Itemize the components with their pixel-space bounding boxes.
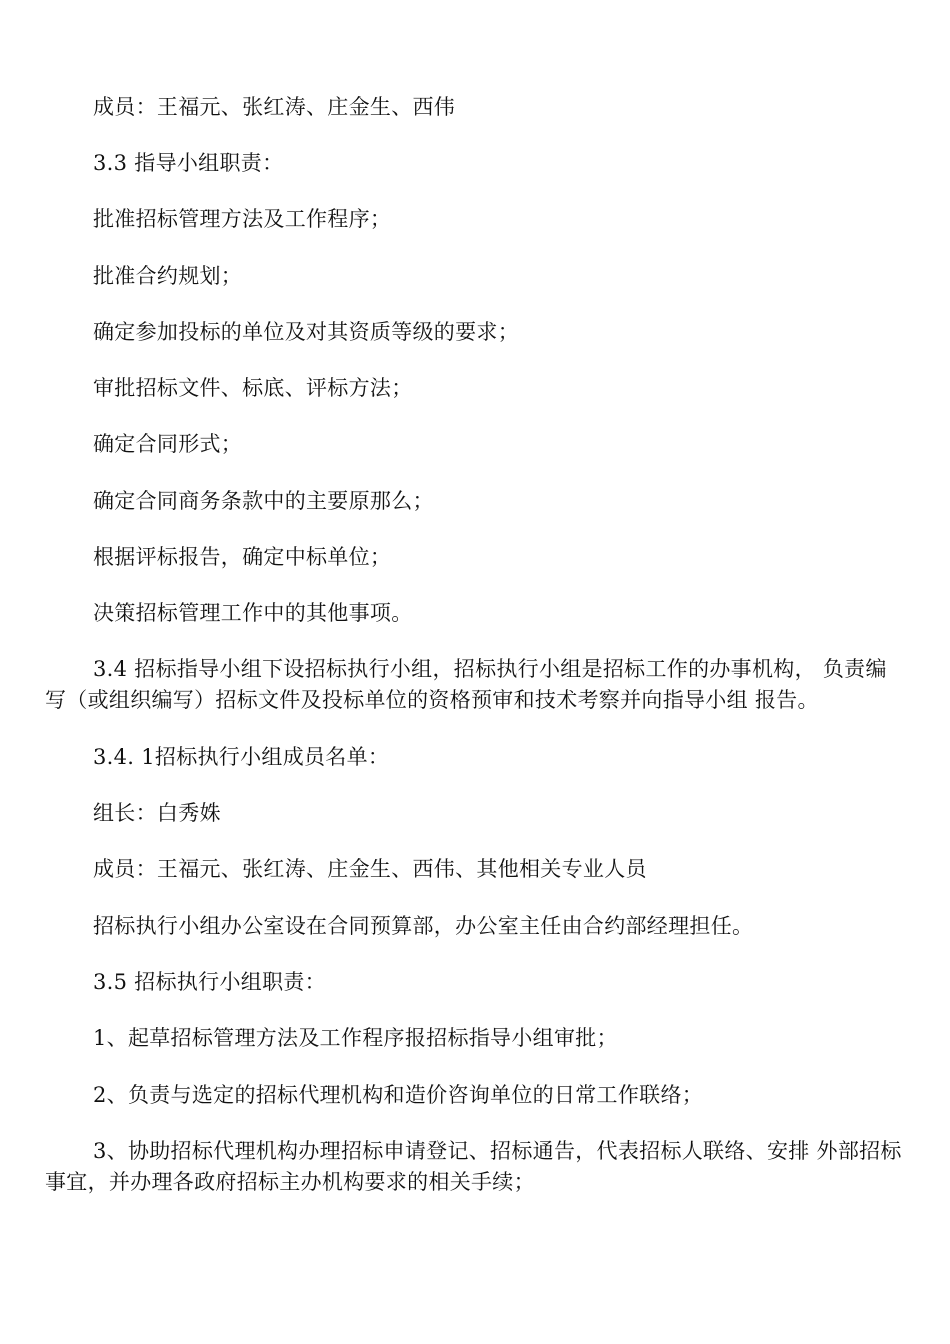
duty-item-1: 1、起草招标管理方法及工作程序报招标指导小组审批； [93, 1026, 618, 1050]
section-3-3-heading: 3.3 指导小组职责： [93, 151, 284, 175]
duty-item-3: 3、协助招标代理机构办理招标申请登记、招标通告，代表招标人联络、安排 外部招标事宜，并办理各政府招标主办机构要求的相关手续； [45, 1139, 902, 1194]
leader-line: 组长：白秀姝 [93, 801, 221, 825]
duty-approve-plan: 批准合约规划； [93, 264, 243, 288]
members-line-2: 成员：王福元、张红涛、庄金生、西伟、其他相关专业人员 [93, 857, 647, 881]
duty-contract-terms: 确定合同商务条款中的主要原那么； [93, 489, 434, 513]
duty-item-2: 2、负责与选定的招标代理机构和造价咨询单位的日常工作联络； [93, 1083, 704, 1107]
members-line-1: 成员：王福元、张红涛、庄金生、西伟 [93, 95, 456, 119]
duty-winning-bidder: 根据评标报告，确定中标单位； [93, 545, 392, 569]
section-3-5-heading: 3.5 招标执行小组职责： [93, 970, 326, 994]
office-line: 招标执行小组办公室设在合同预算部，办公室主任由合约部经理担任。 [93, 914, 754, 938]
duty-review-documents: 审批招标文件、标底、评标方法； [93, 376, 413, 400]
duty-approve-methods: 批准招标管理方法及工作程序； [93, 207, 392, 231]
section-3-4-paragraph: 3.4 招标指导小组下设招标执行小组，招标执行小组是招标工作的办事机构， 负责编写（或组织编写）招标文件及投标单位的资格预审和技术考察并向指导小组 报告。 [45, 657, 887, 712]
duty-determine-bidders: 确定参加投标的单位及对其资质等级的要求； [93, 320, 519, 344]
duty-contract-form: 确定合同形式； [93, 432, 243, 456]
section-3-4-1-heading: 3.4. 1招标执行小组成员名单： [93, 745, 390, 769]
duty-other-matters: 决策招标管理工作中的其他事项。 [93, 601, 413, 625]
